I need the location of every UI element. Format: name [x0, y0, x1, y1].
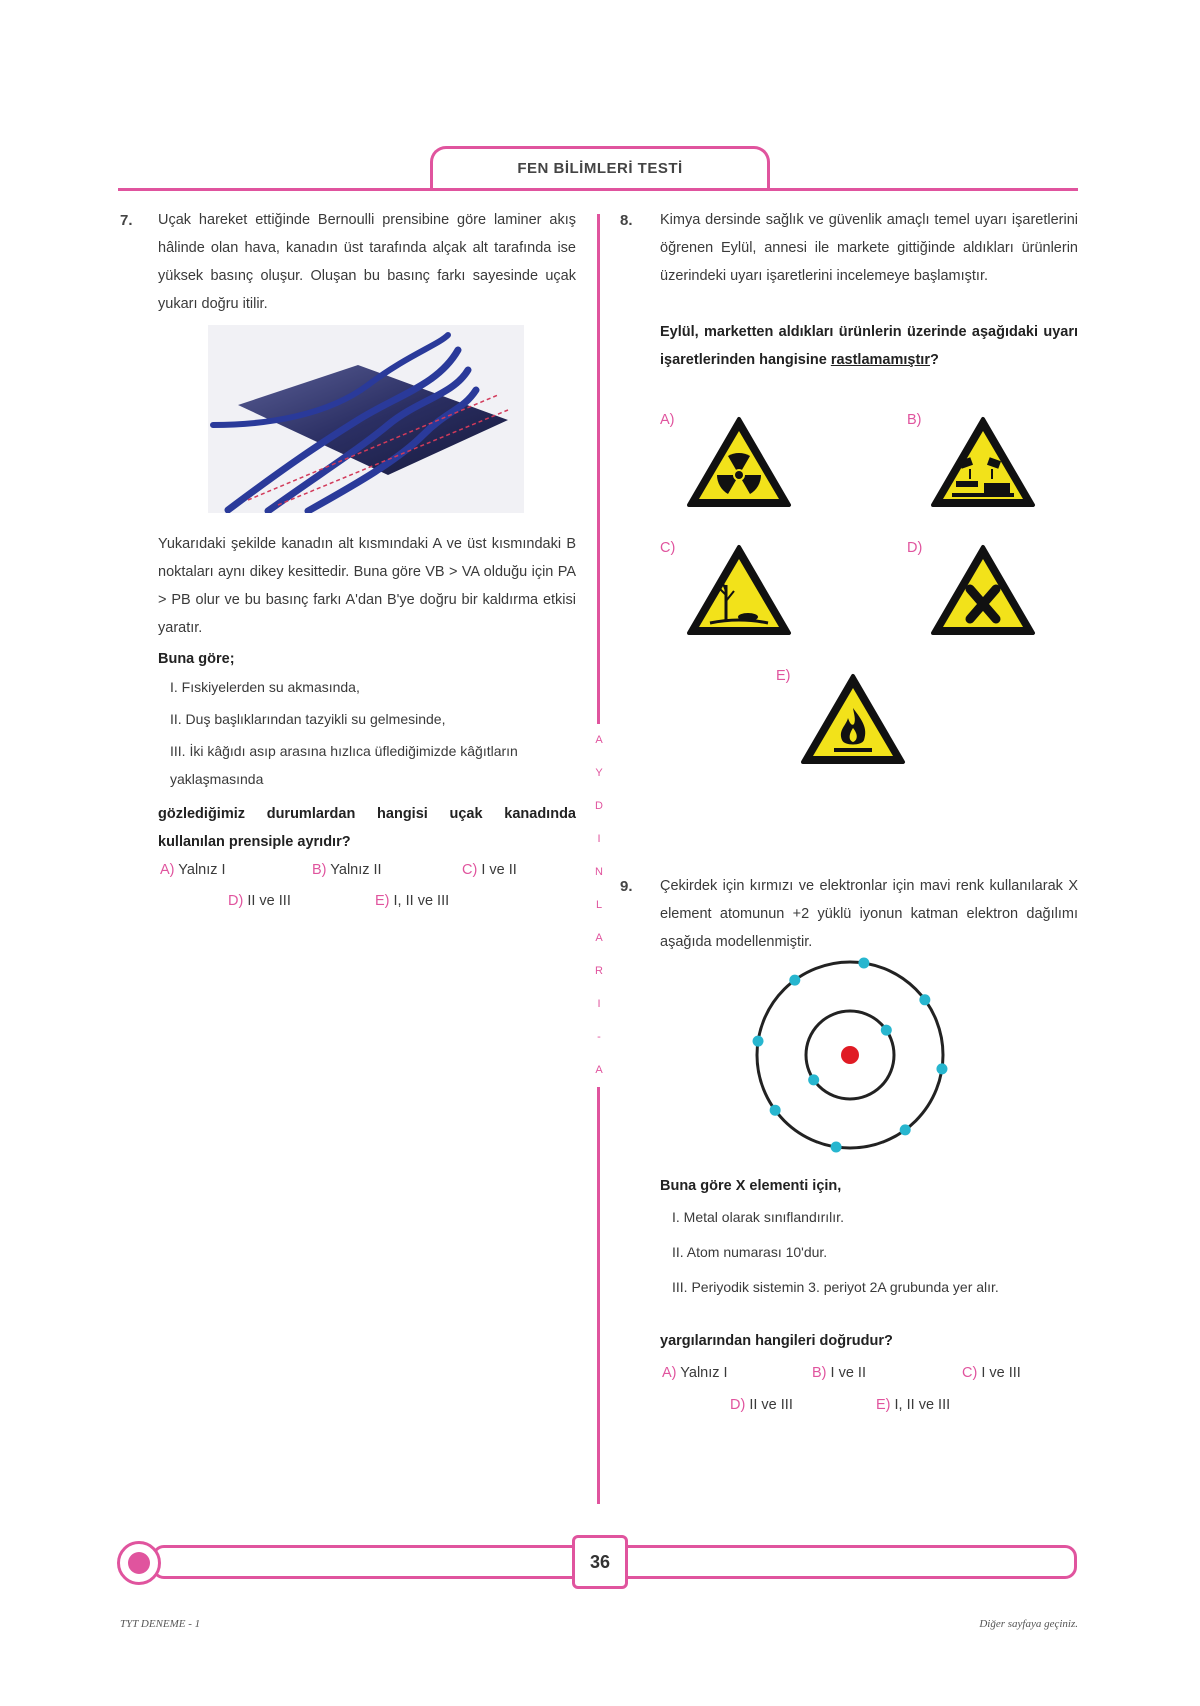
side-letter: A	[595, 1064, 603, 1076]
question-7-item-2: II. Duş başlıklarından tazyikli su gelmesinde,	[170, 711, 446, 727]
option-text: II ve III	[247, 893, 291, 909]
option-letter: E)	[375, 893, 390, 909]
question-7-item-3: III. İki kâğıdı asıp arasına hızlıca üflediğimizde kâğıtların yaklaşmasında	[170, 743, 518, 787]
option-text: I ve II	[830, 1365, 866, 1381]
page-number: 36	[572, 1535, 628, 1589]
electron	[808, 1074, 819, 1085]
option-letter: A)	[662, 1365, 677, 1381]
q9-option-e[interactable]	[876, 1397, 950, 1413]
q7-option-d[interactable]	[228, 893, 291, 909]
header-tab	[430, 146, 770, 188]
option-letter: E)	[776, 668, 791, 684]
question-7-intro: Uçak hareket ettiğinde Bernoulli prensibine göre laminer akış hâlinde olan hava, kanadın üst tarafında alçak alt tarafında ise yüksek basınç oluşur. Oluşan bu basınç farkı sayesinde uçak yukarı doğru itilir.	[158, 212, 576, 312]
q9-option-c[interactable]	[962, 1365, 1021, 1381]
option-text: Yalnız II	[330, 862, 382, 878]
q9-option-a[interactable]	[662, 1365, 728, 1381]
wing-airflow-illustration	[208, 325, 524, 513]
option-text: I, II ve III	[894, 1397, 951, 1413]
question-7-lead: Buna göre;	[158, 651, 235, 667]
option-letter: D)	[730, 1397, 746, 1413]
question-9-item-3: III. Periyodik sistemin 3. periyot 2A grubunda yer alır.	[672, 1279, 999, 1295]
electron	[770, 1105, 781, 1116]
corrosive-icon	[930, 415, 1036, 514]
option-text: Yalnız I	[680, 1365, 728, 1381]
option-text: Yalnız I	[178, 862, 226, 878]
question-8-intro: Kimya dersinde sağlık ve güvenlik amaçlı temel uyarı işaretlerini öğrenen Eylül, annesi ile markete gittiğinde aldıkları ürünlerin üzerindeki uyarı işaretlerini incelemeye başlamıştır.	[660, 212, 1078, 284]
option-letter: B)	[812, 1365, 827, 1381]
q7-option-e[interactable]	[375, 893, 449, 909]
electron	[831, 1141, 842, 1152]
publisher-logo	[117, 1541, 161, 1585]
option-text: II ve III	[749, 1397, 793, 1413]
question-mark: ?	[929, 352, 939, 368]
side-letter: A	[595, 932, 603, 944]
q8-option-d[interactable]	[907, 540, 922, 556]
flammable-icon	[800, 672, 906, 771]
question-7-item-1: I. Fıskiyelerden su akmasında,	[170, 679, 360, 695]
electron	[900, 1124, 911, 1135]
question-9-item-2: II. Atom numarası 10'dur.	[672, 1244, 828, 1260]
question-8-number: 8.	[620, 212, 633, 229]
question-7-question: gözlediğimiz durumlardan hangisi uçak kanadında kullanılan prensiple ayrıdır?	[158, 806, 576, 850]
option-letter: B)	[312, 862, 327, 878]
electron	[789, 975, 800, 986]
radioactive-icon	[686, 415, 792, 514]
side-letter: A	[595, 734, 603, 746]
option-letter: E)	[876, 1397, 891, 1413]
option-text: I, II ve III	[393, 893, 450, 909]
side-vertical-text	[590, 724, 608, 1087]
atom-model-diagram	[750, 955, 950, 1160]
q8-option-c[interactable]	[660, 540, 675, 556]
side-letter: Y	[595, 767, 603, 779]
footer-next-page: Diğer sayfaya geçiniz.	[979, 1618, 1078, 1630]
question-9-intro: Çekirdek için kırmızı ve elektronlar için mavi renk kullanılarak X element atomunun +2 yüklü iyonun katman elektron dağılımı aşağıda modellenmiştir.	[660, 878, 1078, 950]
side-letter: N	[595, 866, 603, 878]
side-letter: L	[595, 899, 603, 911]
question-7-number: 7.	[120, 212, 133, 229]
side-letter: -	[597, 1031, 601, 1043]
q8-option-e[interactable]	[776, 668, 791, 684]
option-letter: D)	[228, 893, 244, 909]
question-emphasis: rastlamamıştır	[830, 352, 930, 368]
side-letter: I	[597, 833, 601, 845]
side-letter: R	[595, 965, 603, 977]
side-letter: D	[595, 800, 603, 812]
question-8-question	[660, 318, 1078, 374]
electron	[753, 1036, 764, 1047]
nucleus	[841, 1046, 859, 1064]
option-letter: D)	[907, 540, 923, 556]
footer-exam-label: TYT DENEME - 1	[120, 1618, 201, 1630]
option-letter: A)	[160, 862, 175, 878]
electron	[881, 1025, 892, 1036]
q7-option-c[interactable]	[462, 862, 517, 878]
q7-option-a[interactable]	[160, 862, 226, 878]
option-letter: C)	[462, 862, 478, 878]
page-title: FEN BİLİMLERİ TESTİ	[517, 160, 683, 177]
option-letter: B)	[907, 412, 922, 428]
q8-option-a[interactable]	[660, 412, 675, 428]
electron	[936, 1063, 947, 1074]
logo-mark	[128, 1552, 150, 1574]
harmful-x-icon	[930, 543, 1036, 642]
question-7-explanation: Yukarıdaki şekilde kanadın alt kısmındaki A ve üst kısmındaki B noktaları aynı dikey kesittedir. Buna göre VB > VA olduğu için PA > PB olur ve bu basınç farkı A'dan B'ye doğru bir kaldırma etkisi yaratır.	[158, 536, 576, 636]
q9-option-d[interactable]	[730, 1397, 793, 1413]
option-letter: A)	[660, 412, 675, 428]
question-9-number: 9.	[620, 878, 633, 895]
option-text: I ve II	[481, 862, 517, 878]
question-9-lead: Buna göre X elementi için,	[660, 1178, 842, 1194]
side-letter: I	[597, 998, 601, 1010]
question-9-item-1: I. Metal olarak sınıflandırılır.	[672, 1209, 844, 1225]
option-letter: C)	[660, 540, 676, 556]
electron	[919, 994, 930, 1005]
q7-option-b[interactable]	[312, 862, 382, 878]
q8-option-b[interactable]	[907, 412, 922, 428]
environment-hazard-icon	[686, 543, 792, 642]
option-letter: C)	[962, 1365, 978, 1381]
option-text: I ve III	[981, 1365, 1021, 1381]
electron	[858, 958, 869, 969]
q9-option-b[interactable]	[812, 1365, 866, 1381]
question-text: Eylül, marketten aldıkları ürünlerin üzerinde aşağıdaki uyarı işaretlerinden hangisine	[660, 324, 1078, 368]
question-9-question: yargılarından hangileri doğrudur?	[660, 1333, 893, 1349]
